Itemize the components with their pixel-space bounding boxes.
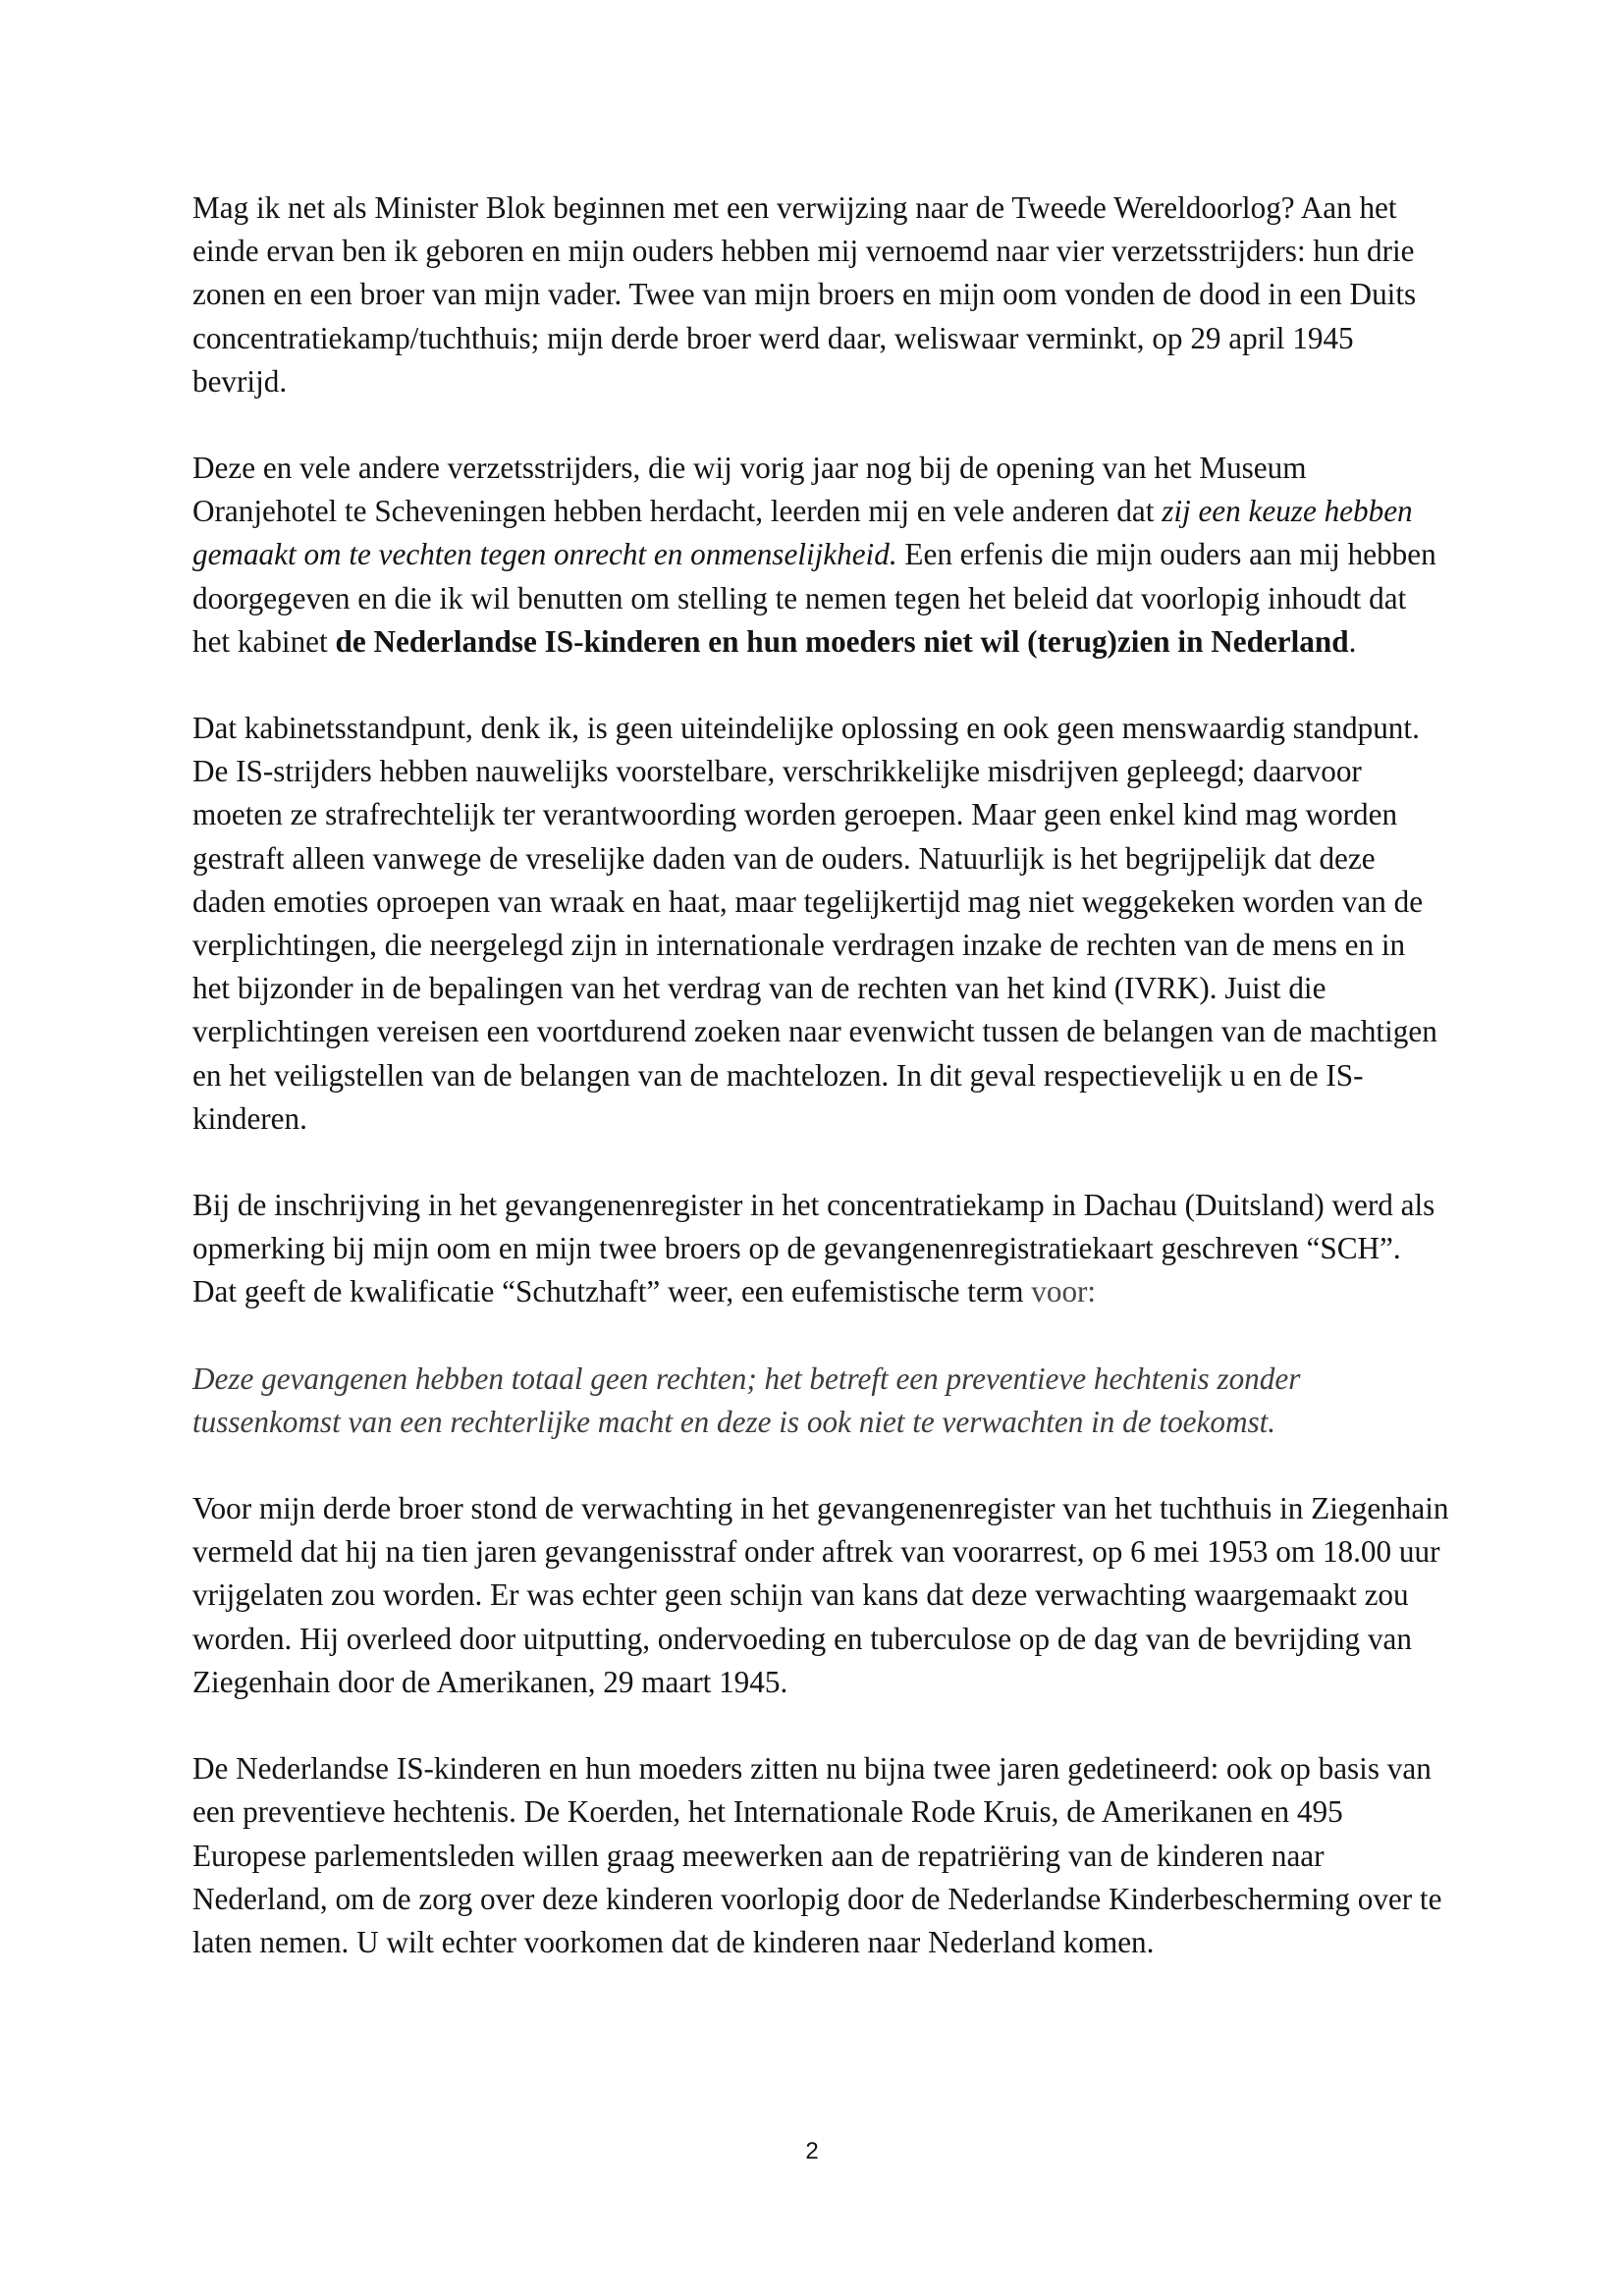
- paragraph-text: De Nederlandse IS-kinderen en hun moeders zitten nu bijna twee jaren gedetineerd: ook op basis van een preventieve hechtenis. De Koerden, het Internationale Rode Kruis, de Amerikanen en 495 Europese parlementsleden willen graag meewerken aan de repatriëring van de kinderen naar Nederland, om de zorg over deze kinderen voorlopig door de Nederlandse Kinderbescherming over te laten nemen. U wilt echter voorkomen dat de kinderen naar Nederland komen.: [192, 1751, 1442, 1959]
- paragraph-resistance-legacy: [192, 447, 1449, 664]
- paragraph-text: Voor mijn derde broer stond de verwachting in het gevangenenregister van het tuchthuis in Ziegenhain vermeld dat hij na tien jaren gevangenisstraf onder aftrek van voorarrest, op 6 mei 1953 om 18.00 uur vrijgelaten zou worden. Er was echter geen schijn van kans dat deze verwachting waargemaakt zou worden. Hij overleed door uitputting, ondervoeding en tuberculose op de dag van de bevrijding van Ziegenhain door de Amerikanen, 29 maart 1945.: [192, 1491, 1449, 1699]
- paragraph-cabinet-position: [192, 707, 1449, 1141]
- quote-text: Deze gevangenen hebben totaal geen rechten; het betreft een preventieve hechtenis zonder tussenkomst van een rechterlijke macht en deze is ook niet te verwachten in de toekomst.: [192, 1361, 1301, 1439]
- page-number: 2: [805, 2138, 819, 2164]
- paragraph-text: Dat kabinetsstandpunt, denk ik, is geen uiteindelijke oplossing en ook geen menswaardig standpunt. De IS-strijders hebben nauwelijks voorstelbare, verschrikkelijke misdrijven gepleegd; daarvoor moeten ze strafrechtelijk ter verantwoording worden geroepen. Maar geen enkel kind mag worden gestraft alleen vanwege de vreselijke daden van de ouders. Natuurlijk is het begrijpelijk dat deze daden emoties oproepen van wraak en haat, maar tegelijkertijd mag niet weggekeken worden van de verplichtingen, die neergelegd zijn in internationale verdragen inzake de rechten van de mens en in het bijzonder in de bepalingen van het verdrag van de rechten van het kind (IVRK). Juist die verplichtingen vereisen een voortdurend zoeken naar evenwicht tussen de belangen van de machtigen en het veiligstellen van de belangen van de machtelozen. In dit geval respectievelijk u en de IS-kinderen.: [192, 711, 1437, 1136]
- paragraph-dachau-register: [192, 1184, 1449, 1314]
- paragraph-ww2-introduction: [192, 187, 1449, 403]
- paragraph-schutzhaft-quote: [192, 1358, 1449, 1444]
- paragraph-is-children-detention: [192, 1747, 1449, 1964]
- paragraph-text: .: [1348, 623, 1357, 659]
- document-body: [192, 187, 1449, 2007]
- italic-emphasis: zij een keuze hebben gemaakt om te vechten tegen onrecht en onmenselijkheid.: [192, 494, 1413, 572]
- bold-emphasis: de Nederlandse IS-kinderen en hun moeders niet wil (terug)zien in Nederland: [335, 623, 1349, 659]
- paragraph-text: Mag ik net als Minister Blok beginnen met een verwijzing naar de Tweede Wereldoorlog? Aan het einde ervan ben ik geboren en mijn ouders hebben mij vernoemd naar vier verzetsstrijders: hun drie zonen en een broer van mijn vader. Twee van mijn broers en mijn oom vonden de dood in een Duits concentratiekamp/tuchthuis; mijn derde broer werd daar, weliswaar verminkt, op 29 april 1945 bevrijd.: [192, 190, 1417, 399]
- paragraph-text: Bij de inschrijving in het gevangenenregister in het concentratiekamp in Dachau (Duitsland) werd als opmerking bij mijn oom en mijn twee broers op de gevangenenregistratiekaart geschreven “SCH”. Dat geeft de kwalificatie “Schutzhaft” weer, een eufemistische term: [192, 1188, 1435, 1309]
- paragraph-text: Een erfenis die mijn ouders aan mij hebben doorgegeven en die ik wil benutten om stelling te nemen tegen het beleid dat voorlopig inhoudt dat het kabinet: [192, 537, 1436, 659]
- paragraph-text-tail: voor:: [1023, 1274, 1097, 1309]
- paragraph-text: Deze en vele andere verzetsstrijders, die wij vorig jaar nog bij de opening van het Museum Oranjehotel te Scheveningen hebben herdacht, leerden mij en vele anderen dat: [192, 451, 1307, 529]
- paragraph-ziegenhain: [192, 1487, 1449, 1704]
